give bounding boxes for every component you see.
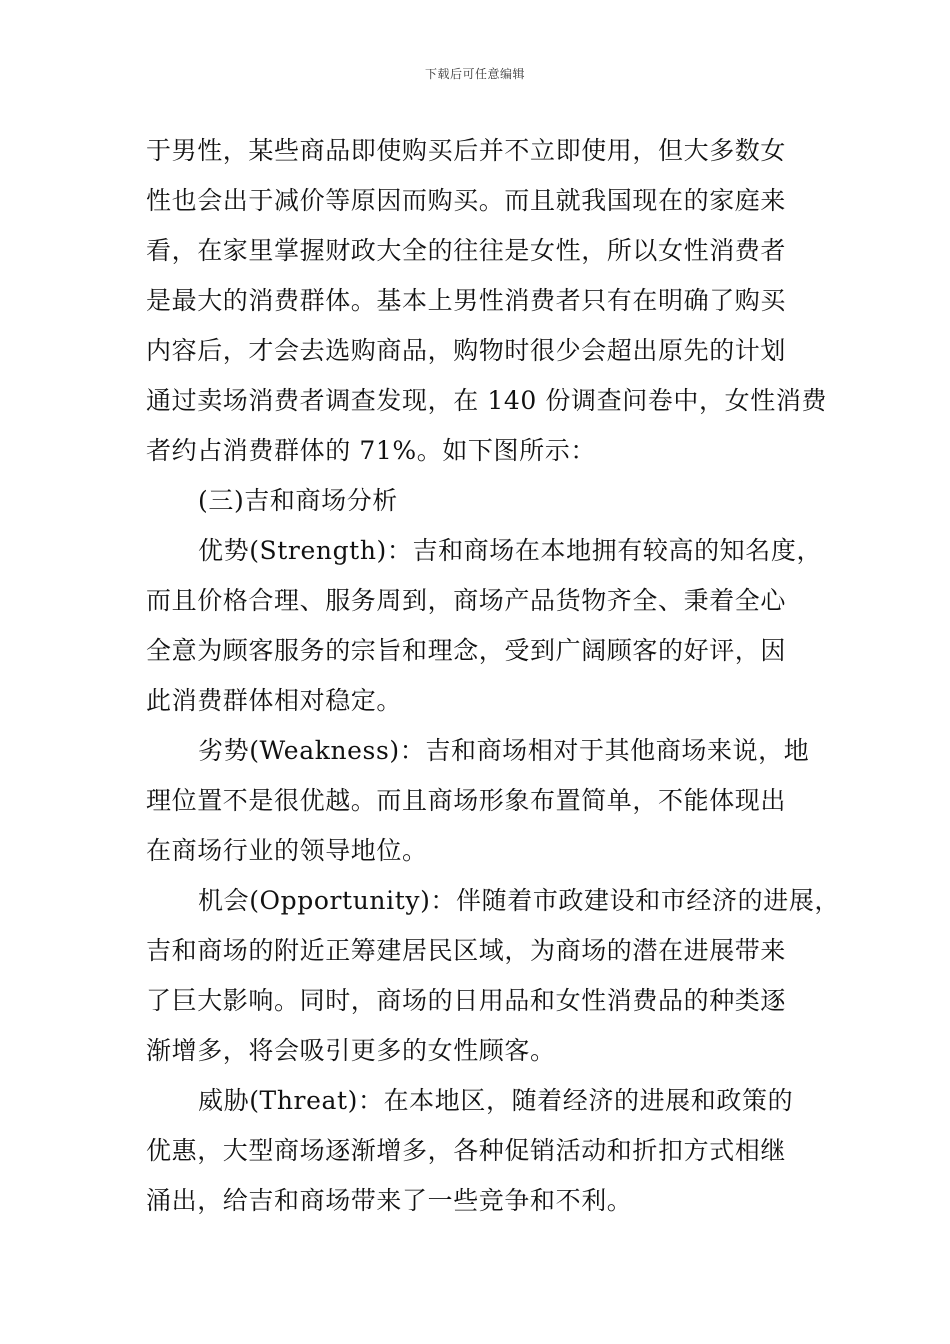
header-note: 下载后可任意编辑: [424, 67, 525, 81]
text-line: 吉和商场的附近正筹建居民区域，为商场的潜在进展带来: [146, 936, 787, 965]
text-line: (三)吉和商场分析: [198, 486, 398, 515]
text-line: 优势(Strength)：吉和商场在本地拥有较高的知名度，: [198, 536, 823, 565]
text-line: 而且价格合理、服务周到，商场产品货物齐全、秉着全心: [146, 586, 787, 615]
text-line: 劣势(Weakness)：吉和商场相对于其他商场来说，地: [198, 736, 810, 765]
text-line: 看，在家里掌握财政大全的往往是女性，所以女性消费者: [146, 236, 787, 265]
text-line: 通过卖场消费者调查发现，在 140 份调查问卷中，女性消费: [146, 386, 828, 415]
text-line: 渐增多，将会吸引更多的女性顾客。: [146, 1036, 556, 1065]
body-text: [146, 126, 841, 1226]
text-line: 内容后，才会去选购商品，购物时很少会超出原先的计划: [146, 336, 787, 365]
text-line: 理位置不是很优越。而且商场形象布置简单，不能体现出: [146, 786, 787, 815]
text-line: 优惠，大型商场逐渐增多，各种促销活动和折扣方式相继: [146, 1136, 787, 1165]
text-line: 是最大的消费群体。基本上男性消费者只有在明确了购买: [146, 286, 787, 315]
text-line: 机会(Opportunity)：伴随着市政建设和市经济的进展，: [198, 886, 841, 915]
text-line: 此消费群体相对稳定。: [146, 686, 403, 715]
text-line: 全意为顾客服务的宗旨和理念，受到广阔顾客的好评，因: [146, 636, 787, 665]
text-line: 威胁(Threat)：在本地区，随着经济的进展和政策的: [198, 1086, 794, 1115]
text-line: 涌出，给吉和商场带来了一些竞争和不利。: [146, 1186, 633, 1215]
text-line: 于男性，某些商品即使购买后并不立即使用，但大多数女: [146, 136, 787, 165]
text-line: 了巨大影响。同时，商场的日用品和女性消费品的种类逐: [146, 986, 787, 1015]
text-line: 者约占消费群体的 71%。如下图所示：: [146, 436, 596, 465]
text-line: 性也会出于减价等原因而购买。而且就我国现在的家庭来: [146, 186, 787, 215]
text-line: 在商场行业的领导地位。: [146, 836, 428, 865]
